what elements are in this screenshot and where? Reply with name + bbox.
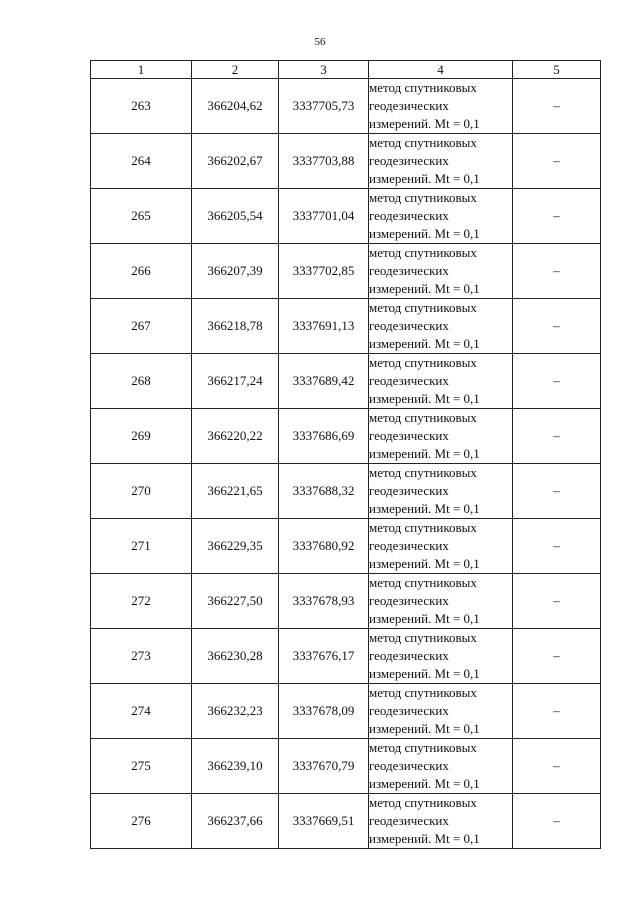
method-cell [369,354,513,409]
method-cell [369,409,513,464]
method-text-line: метод спутниковых [369,300,477,315]
method-text-line: геодезических [369,153,449,168]
point-number-cell: 276 [91,794,192,849]
table-header-row [91,61,601,79]
method-text-line: геодезических [369,373,449,388]
column-5-cell: – [513,134,601,189]
method-text-line: измерений. Mt = 0,1 [369,611,480,626]
method-text-line: измерений. Mt = 0,1 [369,446,480,461]
header-col-2: 2 [192,61,279,79]
method-text-line: геодезических [369,208,449,223]
method-text-line: метод спутниковых [369,795,477,810]
header-col-4: 4 [369,61,513,79]
coordinates-table [90,60,601,849]
method-cell [369,684,513,739]
method-text-line: метод спутниковых [369,80,477,95]
method-cell [369,244,513,299]
method-text-line: измерений. Mt = 0,1 [369,776,480,791]
column-5-cell: – [513,739,601,794]
table-row [91,629,601,684]
y-coordinate-cell: 3337678,93 [279,574,369,629]
y-coordinate-cell: 3337688,32 [279,464,369,519]
y-coordinate-cell: 3337701,04 [279,189,369,244]
method-cell [369,574,513,629]
table-row [91,794,601,849]
y-coordinate-cell: 3337678,09 [279,684,369,739]
table-row [91,134,601,189]
header-col-5: 5 [513,61,601,79]
column-5-cell: – [513,409,601,464]
method-cell [369,134,513,189]
y-coordinate-cell: 3337686,69 [279,409,369,464]
table-row [91,409,601,464]
y-coordinate-cell: 3337676,17 [279,629,369,684]
x-coordinate-cell: 366202,67 [192,134,279,189]
x-coordinate-cell: 366230,28 [192,629,279,684]
method-cell [369,739,513,794]
point-number-cell: 272 [91,574,192,629]
method-cell [369,189,513,244]
x-coordinate-cell: 366205,54 [192,189,279,244]
x-coordinate-cell: 366204,62 [192,79,279,134]
point-number-cell: 269 [91,409,192,464]
method-cell [369,629,513,684]
method-text-line: измерений. Mt = 0,1 [369,226,480,241]
column-5-cell: – [513,79,601,134]
method-text-line: метод спутниковых [369,740,477,755]
method-cell [369,79,513,134]
x-coordinate-cell: 366207,39 [192,244,279,299]
y-coordinate-cell: 3337705,73 [279,79,369,134]
point-number-cell: 263 [91,79,192,134]
method-text-line: метод спутниковых [369,190,477,205]
header-col-3: 3 [279,61,369,79]
point-number-cell: 267 [91,299,192,354]
method-text-line: метод спутниковых [369,575,477,590]
point-number-cell: 275 [91,739,192,794]
column-5-cell: – [513,519,601,574]
point-number-cell: 270 [91,464,192,519]
method-text-line: геодезических [369,318,449,333]
point-number-cell: 264 [91,134,192,189]
x-coordinate-cell: 366237,66 [192,794,279,849]
y-coordinate-cell: 3337702,85 [279,244,369,299]
method-text-line: геодезических [369,483,449,498]
column-5-cell: – [513,354,601,409]
x-coordinate-cell: 366239,10 [192,739,279,794]
x-coordinate-cell: 366218,78 [192,299,279,354]
method-text-line: метод спутниковых [369,135,477,150]
column-5-cell: – [513,794,601,849]
x-coordinate-cell: 366217,24 [192,354,279,409]
table-row [91,464,601,519]
table-row [91,79,601,134]
table-row [91,244,601,299]
method-text-line: геодезических [369,703,449,718]
method-text-line: измерений. Mt = 0,1 [369,501,480,516]
method-text-line: метод спутниковых [369,355,477,370]
method-text-line: измерений. Mt = 0,1 [369,336,480,351]
y-coordinate-cell: 3337689,42 [279,354,369,409]
column-5-cell: – [513,189,601,244]
method-text-line: измерений. Mt = 0,1 [369,281,480,296]
method-text-line: метод спутниковых [369,685,477,700]
header-col-1: 1 [91,61,192,79]
table-row [91,189,601,244]
y-coordinate-cell: 3337691,13 [279,299,369,354]
column-5-cell: – [513,244,601,299]
column-5-cell: – [513,299,601,354]
table-row [91,519,601,574]
method-text-line: геодезических [369,593,449,608]
x-coordinate-cell: 366227,50 [192,574,279,629]
method-text-line: геодезических [369,538,449,553]
method-text-line: измерений. Mt = 0,1 [369,391,480,406]
method-text-line: геодезических [369,648,449,663]
column-5-cell: – [513,574,601,629]
method-text-line: измерений. Mt = 0,1 [369,171,480,186]
method-text-line: геодезических [369,813,449,828]
point-number-cell: 266 [91,244,192,299]
method-cell [369,519,513,574]
y-coordinate-cell: 3337703,88 [279,134,369,189]
column-5-cell: – [513,684,601,739]
table-row [91,299,601,354]
method-text-line: метод спутниковых [369,520,477,535]
method-text-line: геодезических [369,98,449,113]
table-row [91,574,601,629]
x-coordinate-cell: 366220,22 [192,409,279,464]
point-number-cell: 273 [91,629,192,684]
point-number-cell: 265 [91,189,192,244]
method-text-line: геодезических [369,263,449,278]
x-coordinate-cell: 366221,65 [192,464,279,519]
table-row [91,354,601,409]
method-text-line: измерений. Mt = 0,1 [369,831,480,846]
method-cell [369,299,513,354]
table-body [91,79,601,849]
y-coordinate-cell: 3337669,51 [279,794,369,849]
method-text-line: метод спутниковых [369,630,477,645]
method-text-line: метод спутниковых [369,245,477,260]
method-cell [369,464,513,519]
method-text-line: измерений. Mt = 0,1 [369,666,480,681]
method-text-line: метод спутниковых [369,465,477,480]
page-number: 56 [314,36,326,48]
method-text-line: измерений. Mt = 0,1 [369,721,480,736]
column-5-cell: – [513,464,601,519]
method-text-line: геодезических [369,428,449,443]
method-text-line: измерений. Mt = 0,1 [369,556,480,571]
column-5-cell: – [513,629,601,684]
method-cell [369,794,513,849]
x-coordinate-cell: 366232,23 [192,684,279,739]
table-row [91,739,601,794]
y-coordinate-cell: 3337670,79 [279,739,369,794]
x-coordinate-cell: 366229,35 [192,519,279,574]
point-number-cell: 268 [91,354,192,409]
point-number-cell: 274 [91,684,192,739]
y-coordinate-cell: 3337680,92 [279,519,369,574]
method-text-line: метод спутниковых [369,410,477,425]
point-number-cell: 271 [91,519,192,574]
table-row [91,684,601,739]
method-text-line: геодезических [369,758,449,773]
method-text-line: измерений. Mt = 0,1 [369,116,480,131]
